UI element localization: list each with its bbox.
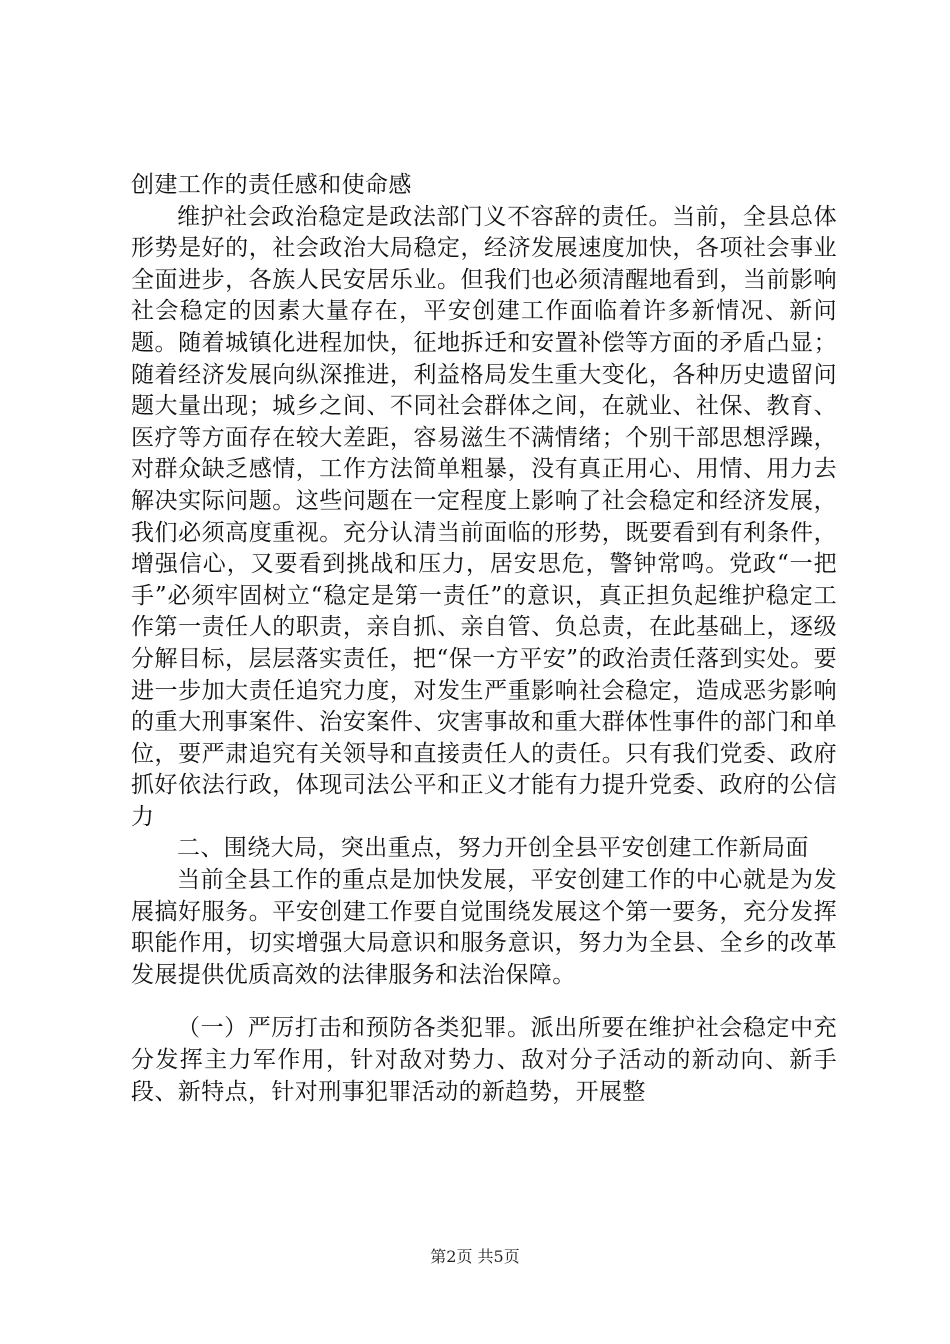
document-body — [131, 170, 837, 1108]
paragraph-crime-prevention: （一）严厉打击和预防各类犯罪。派出所要在维护社会稳定中充分发挥主力军作用，针对敌对势力、敌对分子活动的新动向、新手段、新特点，针对刑事犯罪活动的新趋势，开展整 — [131, 1015, 837, 1105]
paragraph-spacer — [131, 991, 837, 1013]
section-heading-two: 二、围绕大局，突出重点，努力开创全县平安创建工作新局面 — [177, 835, 809, 862]
paragraph-development-focus: 当前全县工作的重点是加快发展，平安创建工作的中心就是为发展搞好服务。平安创建工作要自觉围绕发展这个第一要务，充分发挥职能作用，切实增强大局意识和服务意识，努力为全县、全乡的改革发展提供优质高效的法律服务和法治保障。 — [131, 867, 837, 988]
paragraph-stability-responsibility: 维护社会政治稳定是政法部门义不容辞的责任。当前，全县总体形势是好的，社会政治大局稳定，经济发展速度加快，各项社会事业全面进步，各族人民安居乐业。但我们也必须清醒地看到，当前影响社会稳定的因素大量存在，平安创建工作面临着许多新情况、新问题。随着城镇化进程加快，征地拆迁和安置补偿等方面的矛盾凸显；随着经济发展向纵深推进，利益格局发生重大变化，各种历史遗留问题大量出现；城乡之间、不同社会群体之间，在就业、社保、教育、医疗等方面存在较大差距，容易滋生不满情绪；个别干部思想浮躁，对群众缺乏感情，工作方法简单粗暴，没有真正用心、用情、用力去解决实际问题。这些问题在一定程度上影响了社会稳定和经济发展，我们必须高度重视。充分认清当前面临的形势，既要看到有利条件，增强信心，又要看到挑战和压力，居安思危，警钟常鸣。党政“一把手”必须牢固树立“稳定是第一责任”的意识，真正担负起维护稳定工作第一责任人的职责，亲自抓、亲自管、负总责，在此基础上，逐级分解目标，层层落实责任，把“保一方平安”的政治责任落到实处。要进一步加大责任追究力度，对发生严重影响社会稳定，造成恶劣影响的重大刑事案件、治安案件、灾害事故和重大群体性事件的部门和单位，要严肃追究有关领导和直接责任人的责任。只有我们党委、政府抓好依法行政，体现司法公平和正义才能有力提升党委、政府的公信力 — [131, 203, 837, 830]
paragraph-heading-continuation: 创建工作的责任感和使命感 — [131, 172, 412, 198]
page-number-footer: 第2页 共5页 — [430, 1247, 520, 1266]
